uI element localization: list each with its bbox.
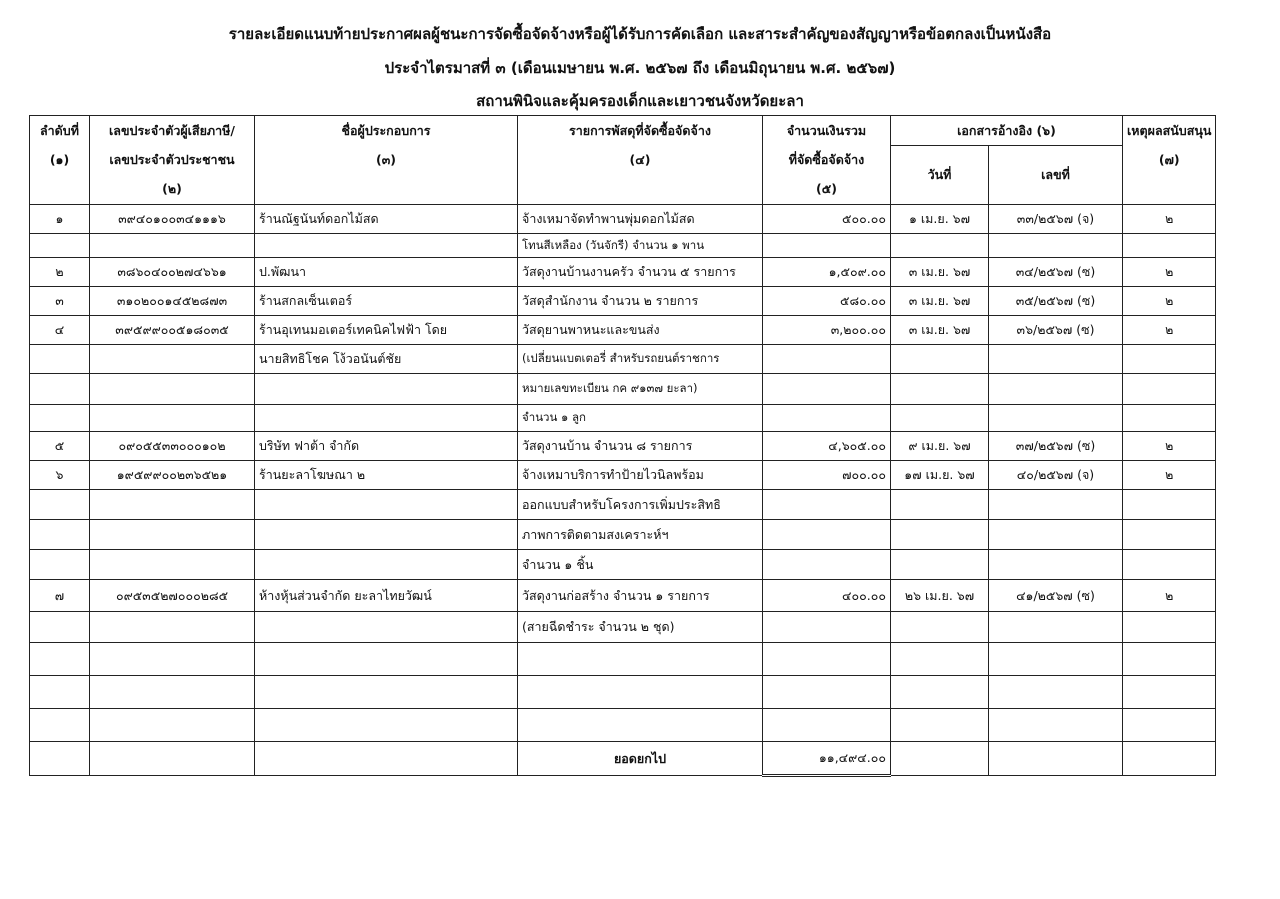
header-items: รายการพัสดุที่จัดซื้อจัดจ้าง (๔) bbox=[518, 116, 763, 205]
row-amount bbox=[763, 676, 891, 709]
row-vendor bbox=[255, 612, 518, 643]
row-no: ๑ bbox=[30, 205, 90, 234]
total-label: ยอดยกไป bbox=[518, 742, 763, 776]
row-taxid: ๓๙๔๐๑๐๐๓๔๑๑๑๖ bbox=[90, 205, 255, 234]
row-taxid bbox=[90, 550, 255, 580]
row-taxid bbox=[90, 345, 255, 374]
row-amount: ๕๘๐.๐๐ bbox=[763, 287, 891, 316]
row-amount bbox=[763, 550, 891, 580]
row-reason bbox=[1123, 405, 1216, 432]
row-item: วัสดุสำนักงาน จำนวน ๒ รายการ bbox=[518, 287, 763, 316]
row-date bbox=[891, 550, 989, 580]
row-ref bbox=[989, 490, 1123, 520]
header-amount: จำนวนเงินรวม ที่จัดซื้อจัดจ้าง (๕) bbox=[763, 116, 891, 205]
row-ref bbox=[989, 709, 1123, 742]
row-reason: ๒ bbox=[1123, 432, 1216, 461]
row-vendor bbox=[255, 234, 518, 258]
row-date bbox=[891, 234, 989, 258]
row-ref: ๔๑/๒๕๖๗ (ซ) bbox=[989, 580, 1123, 612]
row-reason bbox=[1123, 234, 1216, 258]
row-reason bbox=[1123, 612, 1216, 643]
table-row bbox=[30, 580, 1216, 612]
row-amount bbox=[763, 345, 891, 374]
row-no bbox=[30, 676, 90, 709]
table-row bbox=[30, 316, 1216, 345]
table-row bbox=[30, 709, 1216, 742]
row-no bbox=[30, 550, 90, 580]
table-row bbox=[30, 234, 1216, 258]
row-reason: ๒ bbox=[1123, 316, 1216, 345]
row-no: ๕ bbox=[30, 432, 90, 461]
row-ref bbox=[989, 676, 1123, 709]
row-taxid bbox=[90, 490, 255, 520]
row-ref bbox=[989, 345, 1123, 374]
row-ref: ๓๕/๒๕๖๗ (ซ) bbox=[989, 287, 1123, 316]
row-amount bbox=[763, 709, 891, 742]
row-taxid: ๐๙๕๓๕๒๗๐๐๐๒๘๕ bbox=[90, 580, 255, 612]
row-vendor: ร้านอุเทนมอเตอร์เทคนิคไฟฟ้า โดย bbox=[255, 316, 518, 345]
row-item: จำนวน ๑ ชิ้น bbox=[518, 550, 763, 580]
agency-name: สถานพินิจและคุ้มครองเด็กและเยาวชนจังหวัดยะลา bbox=[476, 92, 804, 110]
row-item: จ้างเหมาบริการทำป้ายไวนิลพร้อม bbox=[518, 461, 763, 490]
table-row bbox=[30, 643, 1216, 676]
row-reason bbox=[1123, 490, 1216, 520]
row-amount bbox=[763, 405, 891, 432]
row-no bbox=[30, 490, 90, 520]
row-taxid: ๑๙๕๙๙๐๐๒๓๖๕๒๑ bbox=[90, 461, 255, 490]
row-no bbox=[30, 374, 90, 405]
row-reason bbox=[1123, 520, 1216, 550]
row-amount: ๑,๕๐๙.๐๐ bbox=[763, 258, 891, 287]
row-amount bbox=[763, 643, 891, 676]
header-vendor: ชื่อผู้ประกอบการ (๓) bbox=[255, 116, 518, 205]
total-value: ๑๑,๔๙๔.๐๐ bbox=[763, 742, 891, 776]
table-row bbox=[30, 612, 1216, 643]
row-reason bbox=[1123, 374, 1216, 405]
row-amount: ๔๐๐.๐๐ bbox=[763, 580, 891, 612]
row-no: ๗ bbox=[30, 580, 90, 612]
table-row bbox=[30, 520, 1216, 550]
row-reason bbox=[1123, 676, 1216, 709]
row-vendor: ป.พัฒนา bbox=[255, 258, 518, 287]
procurement-table bbox=[29, 115, 1216, 777]
row-date bbox=[891, 676, 989, 709]
table-row bbox=[30, 432, 1216, 461]
row-amount bbox=[763, 490, 891, 520]
table-row bbox=[30, 490, 1216, 520]
row-item: ภาพการติดตามสงเคราะห์ฯ bbox=[518, 520, 763, 550]
row-date bbox=[891, 405, 989, 432]
row-reason: ๒ bbox=[1123, 287, 1216, 316]
row-item: (สายฉีดชำระ จำนวน ๒ ชุด) bbox=[518, 612, 763, 643]
row-vendor bbox=[255, 550, 518, 580]
table-row bbox=[30, 374, 1216, 405]
row-ref: ๓๗/๒๕๖๗ (ซ) bbox=[989, 432, 1123, 461]
row-vendor: บริษัท ฟาต้า จำกัด bbox=[255, 432, 518, 461]
row-item: วัสดุงานก่อสร้าง จำนวน ๑ รายการ bbox=[518, 580, 763, 612]
document-title: รายละเอียดแนบท้ายประกาศผลผู้ชนะการจัดซื้อจัดจ้างหรือผู้ได้รับการคัดเลือก และสาระสำคัญของสัญญาหรือข้อตกลงเป็นหนังสือ bbox=[228, 25, 1052, 43]
row-item bbox=[518, 676, 763, 709]
row-item bbox=[518, 643, 763, 676]
row-date bbox=[891, 612, 989, 643]
row-reason bbox=[1123, 550, 1216, 580]
row-vendor bbox=[255, 643, 518, 676]
row-date bbox=[891, 345, 989, 374]
row-ref: ๔๐/๒๕๖๗ (จ) bbox=[989, 461, 1123, 490]
row-no bbox=[30, 643, 90, 676]
row-no bbox=[30, 345, 90, 374]
row-reason: ๒ bbox=[1123, 580, 1216, 612]
header-taxid: เลขประจำตัวผู้เสียภาษี/ เลขประจำตัวประชาชน (๒) bbox=[90, 116, 255, 205]
row-ref: ๓๖/๒๕๖๗ (ซ) bbox=[989, 316, 1123, 345]
row-item: วัสดุงานบ้าน จำนวน ๘ รายการ bbox=[518, 432, 763, 461]
row-date bbox=[891, 643, 989, 676]
row-vendor: ห้างหุ้นส่วนจำกัด ยะลาไทยวัฒน์ bbox=[255, 580, 518, 612]
row-ref bbox=[989, 643, 1123, 676]
row-ref: ๓๔/๒๕๖๗ (ซ) bbox=[989, 258, 1123, 287]
header-reason: เหตุผลสนับสนุน (๗) bbox=[1123, 116, 1216, 205]
row-amount: ๕๐๐.๐๐ bbox=[763, 205, 891, 234]
row-amount: ๔,๖๐๕.๐๐ bbox=[763, 432, 891, 461]
row-date: ๑ เม.ย. ๖๗ bbox=[891, 205, 989, 234]
row-amount bbox=[763, 374, 891, 405]
row-item: หมายเลขทะเบียน กค ๙๑๓๗ ยะลา) bbox=[518, 374, 763, 405]
row-taxid: ๐๙๐๕๕๓๓๐๐๐๑๐๒ bbox=[90, 432, 255, 461]
row-vendor: ร้านยะลาโฆษณา ๒ bbox=[255, 461, 518, 490]
row-amount: ๗๐๐.๐๐ bbox=[763, 461, 891, 490]
row-date bbox=[891, 490, 989, 520]
row-vendor: นายสิทธิโชค โง้วอนันต์ชัย bbox=[255, 345, 518, 374]
row-no bbox=[30, 234, 90, 258]
row-date: ๑๗ เม.ย. ๖๗ bbox=[891, 461, 989, 490]
table-row bbox=[30, 345, 1216, 374]
row-taxid bbox=[90, 709, 255, 742]
row-date: ๓ เม.ย. ๖๗ bbox=[891, 287, 989, 316]
row-no bbox=[30, 709, 90, 742]
table-row bbox=[30, 405, 1216, 432]
row-taxid: ๓๘๖๐๔๐๐๒๗๔๖๖๑ bbox=[90, 258, 255, 287]
row-vendor bbox=[255, 374, 518, 405]
row-taxid bbox=[90, 612, 255, 643]
row-amount bbox=[763, 612, 891, 643]
row-taxid bbox=[90, 374, 255, 405]
table-row bbox=[30, 287, 1216, 316]
table-row bbox=[30, 205, 1216, 234]
document-period: ประจำไตรมาสที่ ๓ (เดือนเมษายน พ.ศ. ๒๕๖๗ ถึง เดือนมิถุนายน พ.ศ. ๒๕๖๗) bbox=[384, 59, 896, 77]
row-no bbox=[30, 612, 90, 643]
row-item bbox=[518, 709, 763, 742]
row-item: จำนวน ๑ ลูก bbox=[518, 405, 763, 432]
row-ref bbox=[989, 234, 1123, 258]
table-row bbox=[30, 676, 1216, 709]
header-no: ลำดับที่ (๑) bbox=[30, 116, 90, 205]
row-vendor bbox=[255, 709, 518, 742]
row-date bbox=[891, 374, 989, 405]
row-no: ๓ bbox=[30, 287, 90, 316]
row-vendor: ร้านสกลเซ็นเตอร์ bbox=[255, 287, 518, 316]
row-amount: ๓,๒๐๐.๐๐ bbox=[763, 316, 891, 345]
row-item: โทนสีเหลือง (วันจักรี) จำนวน ๑ พาน bbox=[518, 234, 763, 258]
row-taxid: ๓๙๕๙๙๐๐๕๑๘๐๓๕ bbox=[90, 316, 255, 345]
row-ref bbox=[989, 550, 1123, 580]
row-item: วัสดุยานพาหนะและขนส่ง bbox=[518, 316, 763, 345]
row-taxid bbox=[90, 405, 255, 432]
row-ref bbox=[989, 405, 1123, 432]
row-item: (เปลี่ยนแบตเตอรี่ สำหรับรถยนต์ราชการ bbox=[518, 345, 763, 374]
row-vendor bbox=[255, 405, 518, 432]
row-date: ๒๖ เม.ย. ๖๗ bbox=[891, 580, 989, 612]
row-vendor bbox=[255, 520, 518, 550]
header-ref-date: วันที่ bbox=[891, 146, 989, 205]
row-amount bbox=[763, 520, 891, 550]
row-reason: ๒ bbox=[1123, 258, 1216, 287]
row-no: ๒ bbox=[30, 258, 90, 287]
row-amount bbox=[763, 234, 891, 258]
row-taxid bbox=[90, 643, 255, 676]
row-ref bbox=[989, 374, 1123, 405]
row-ref bbox=[989, 612, 1123, 643]
table-row bbox=[30, 550, 1216, 580]
row-reason: ๒ bbox=[1123, 461, 1216, 490]
row-ref: ๓๓/๒๕๖๗ (จ) bbox=[989, 205, 1123, 234]
row-reason bbox=[1123, 643, 1216, 676]
table-row bbox=[30, 461, 1216, 490]
row-date: ๓ เม.ย. ๖๗ bbox=[891, 258, 989, 287]
row-item: วัสดุงานบ้านงานครัว จำนวน ๕ รายการ bbox=[518, 258, 763, 287]
header-ref: เอกสารอ้างอิง (๖) bbox=[891, 116, 1123, 146]
row-taxid bbox=[90, 234, 255, 258]
row-vendor: ร้านณัฐนันท์ดอกไม้สด bbox=[255, 205, 518, 234]
header-ref-no: เลขที่ bbox=[989, 146, 1123, 205]
row-no: ๔ bbox=[30, 316, 90, 345]
row-reason bbox=[1123, 709, 1216, 742]
row-item: จ้างเหมาจัดทำพานพุ่มดอกไม้สด bbox=[518, 205, 763, 234]
row-date bbox=[891, 709, 989, 742]
row-vendor bbox=[255, 676, 518, 709]
row-taxid: ๓๑๐๒๐๐๑๔๕๒๘๗๓ bbox=[90, 287, 255, 316]
row-ref bbox=[989, 520, 1123, 550]
row-reason bbox=[1123, 345, 1216, 374]
row-reason: ๒ bbox=[1123, 205, 1216, 234]
row-taxid bbox=[90, 676, 255, 709]
table-row bbox=[30, 258, 1216, 287]
row-no bbox=[30, 405, 90, 432]
row-item: ออกแบบสำหรับโครงการเพิ่มประสิทธิ bbox=[518, 490, 763, 520]
row-no: ๖ bbox=[30, 461, 90, 490]
row-date bbox=[891, 520, 989, 550]
row-date: ๙ เม.ย. ๖๗ bbox=[891, 432, 989, 461]
row-taxid bbox=[90, 520, 255, 550]
row-date: ๓ เม.ย. ๖๗ bbox=[891, 316, 989, 345]
row-no bbox=[30, 520, 90, 550]
row-vendor bbox=[255, 490, 518, 520]
